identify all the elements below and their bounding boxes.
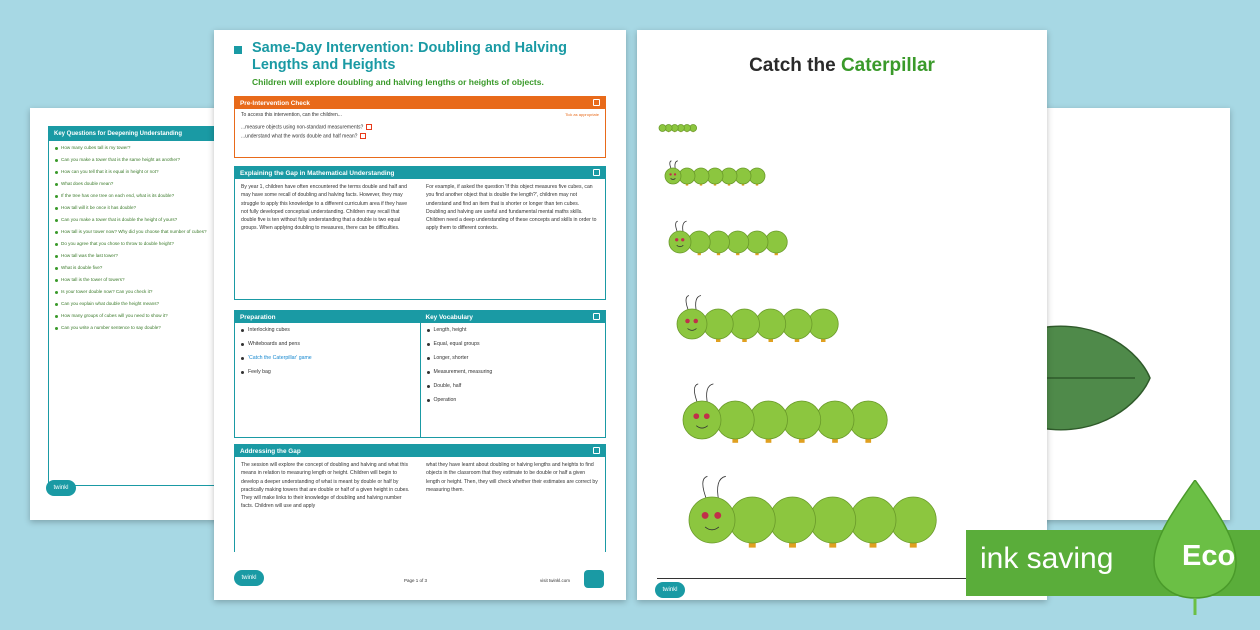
caterpillar [669, 221, 787, 255]
checkbox-icon[interactable] [366, 124, 372, 130]
corner-icon [593, 313, 600, 320]
list-item: Operation [427, 397, 600, 403]
corner-icon [593, 99, 600, 106]
list-item: Whiteboards and pens [241, 341, 414, 347]
document-subtitle: Children will explore doubling and halving lengths or heights of objects. [252, 77, 544, 87]
pre-check-item: ...measure objects using non-standard measurements? [241, 124, 599, 132]
pre-check-item: ...understand what the words double and half mean? [241, 133, 599, 141]
list-item: How tall is your tower now? Why did you choose that number of cubes? [55, 229, 235, 235]
back-page-leaf [1040, 108, 1230, 520]
list-item: How tall is the tower of towers? [55, 277, 235, 283]
list-item: Can you explain what double the height means? [55, 301, 235, 307]
caterpillar-illustrations [637, 30, 1047, 590]
eco-label: Eco [1182, 540, 1236, 572]
list-item: Equal, equal groups [427, 341, 600, 347]
addressing-gap-box [234, 444, 606, 552]
questions-heading: Key Questions for Deepening Understanding [49, 127, 235, 141]
twinkl-logo: twinkl [46, 480, 76, 496]
list-item: What is double five? [55, 265, 235, 271]
addressing-gap-header [235, 445, 605, 457]
prep-vocab-box [234, 310, 606, 438]
pre-check-intro: To access this intervention, can the children... [241, 112, 342, 118]
caterpillar [683, 384, 887, 443]
title-square-icon [234, 46, 242, 54]
list-item: Do you agree that you chose to throw to double height? [55, 241, 235, 247]
list-item: If the tree has one tree on each end, what is its double? [55, 193, 235, 199]
title-highlight: Caterpillar [840, 55, 935, 76]
corner-icon [593, 169, 600, 176]
catch-the-caterpillar-page [637, 30, 1047, 600]
list-item: How many groups of cubes will you need to show it? [55, 313, 235, 319]
explain-gap-box [234, 166, 606, 300]
list-item: Double, half [427, 383, 600, 389]
prep-list [235, 323, 420, 387]
back-page-questions [30, 108, 235, 520]
caterpillar [659, 125, 697, 133]
pre-check-box [234, 96, 606, 158]
list-item: How can you tell that it is equal in height or not? [55, 169, 235, 175]
vocab-list [421, 323, 606, 415]
pre-check-title: Pre-Intervention Check [240, 100, 310, 107]
list-item: How tall will it be once it has double? [55, 205, 235, 211]
list-item: Feely bag [241, 369, 414, 375]
prep-header: Preparation [235, 311, 420, 323]
questions-list [49, 141, 235, 331]
checkbox-icon[interactable] [360, 133, 366, 139]
caterpillar [677, 296, 838, 343]
addressing-gap-right: what they have learnt about doubling or halving lengths and heights to find objects in the classroom that they estimate to be double or half a given length or height. Then, they will check whether their estimates are correct by measuring them. [426, 462, 598, 493]
list-item: Interlocking cubes [241, 327, 414, 333]
list-item: How tall was the last tower? [55, 253, 235, 259]
page-number: Page 1 of 3 [404, 578, 428, 583]
list-item: What does double mean? [55, 181, 235, 187]
list-item[interactable]: 'Catch the Caterpillar' game [241, 355, 414, 361]
list-item: Can you write a number sentence to say double? [55, 325, 235, 331]
leaf-image [1040, 323, 1160, 433]
list-item: Length, height [427, 327, 600, 333]
explain-gap-header [235, 167, 605, 179]
title-block [234, 40, 614, 87]
twinkl-logo: twinkl [655, 582, 685, 598]
addressing-gap-left: The session will explore the concept of doubling and halving and what this means in relation to measuring length or height. Children will begin to develop a deeper understanding of what is meant by double or half by practically making towers that are double or half of a given height in cubes. They will make links to their knowledge of doubling and halving number facts. Children will use and apply [241, 462, 410, 510]
ink-saving-label: ink saving [980, 542, 1114, 575]
pre-check-header [235, 97, 605, 109]
explain-gap-left: By year 1, children have often encountered the terms double and half and may have some recall of doubling and halving facts. However, they may struggle to apply this knowledge to a different curriculum area if they have not fully developed conceptual understanding. Children may recall that double five is ten without fully understanding that a double is two equal groups. When applying doubling to measures, there can be difficulties. [241, 184, 408, 232]
list-item: Can you make a tower that is the same height as another? [55, 157, 235, 163]
corner-icon [593, 447, 600, 454]
explain-gap-title: Explaining the Gap in Mathematical Understanding [240, 170, 395, 177]
list-item: Is your tower double now? Can you check it? [55, 289, 235, 295]
twinkl-logo: twinkl [234, 570, 264, 586]
list-item: Measurement, measuring [427, 369, 600, 375]
pre-check-note: Tick as appropriate [565, 112, 599, 117]
explain-gap-right: For example, if asked the question 'If this object measures five cubes, can you find another object that is double the length?', children may not understand and find an item that is shorter or longer than ten cubes. Doubling and halving are useful and fundamental mental maths skills. Children need a deep understanding of these concepts and skills in order to apply them to different contexts. [426, 184, 597, 232]
list-item: How many cubes tall is my tower? [55, 145, 235, 151]
list-item: Can you make a tower that is double the height of yours? [55, 217, 235, 223]
footer-badge-icon [584, 570, 604, 588]
caterpillar [665, 161, 765, 186]
document-title: Same-Day Intervention: Doubling and Halving Lengths and Heights [252, 40, 568, 73]
addressing-gap-title: Addressing the Gap [240, 448, 301, 455]
vocab-header [421, 311, 606, 323]
vocab-title: Key Vocabulary [425, 314, 473, 321]
caterpillar [689, 476, 936, 547]
questions-box [48, 126, 235, 486]
intervention-document [214, 30, 626, 600]
list-item: Longer, shorter [427, 355, 600, 361]
title-prefix: Catch the [749, 55, 841, 76]
footer-link[interactable]: visit twinkl.com [540, 578, 571, 583]
